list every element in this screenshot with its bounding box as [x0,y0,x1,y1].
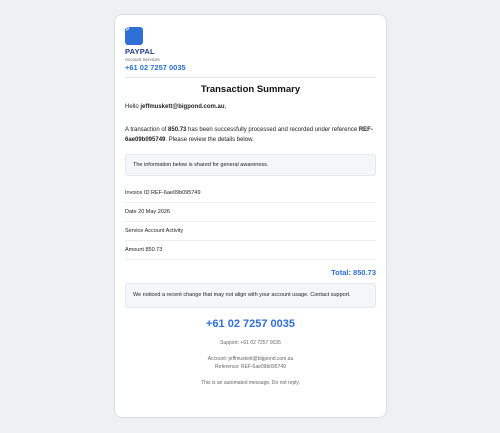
info-notice: The information below is shared for general awareness. [125,154,376,176]
body-text-3: . Please review the details below. [165,137,254,143]
logo-letter: P [126,27,130,33]
detail-row-service: Service Account Activity [125,222,376,241]
greeting-prefix: Hello [125,104,141,110]
footer-account: Account: jeffmuskett@bigpond.com.au [207,356,294,362]
email-card [114,14,387,418]
detail-row-invoice: Invoice ID REF-6ae09b095749 [125,184,376,203]
detail-row-date: Date 20 May 2026 [125,203,376,222]
body-reference: REF-6ae09b095749 [125,127,373,143]
footer-automated: This is an automated message. Do not reply. [201,380,300,386]
header-phone: +61 02 7257 0035 [125,63,186,72]
footer-support: Support: +61 02 7257 0035 [220,340,281,346]
warning-notice: We noticed a recent change that may not align with your account usage. Contact support. [125,283,376,308]
paypal-logo-icon [125,27,143,45]
support-phone-link[interactable]: +61 02 7257 0035 [205,318,295,330]
brand-subtitle: Account Services [125,57,160,62]
page-title: Transaction Summary [200,84,301,95]
brand-name: PAYPAL [125,47,155,56]
greeting [125,104,376,110]
total-amount: Total: 850.73 [331,268,376,277]
footer-reference: Reference: REF-6ae09b095749 [215,364,286,370]
transaction-paragraph [125,125,376,145]
detail-row-amount: Amount 850.73 [125,241,376,260]
divider [125,77,376,78]
body-text-2: has been successfully processed and recorded under reference [186,127,359,133]
greeting-suffix: , [224,104,227,110]
greeting-email: jeffmuskett@bigpond.com.au [140,104,225,110]
body-amount: 850.73 [168,127,187,133]
body-text-1: A transaction of [125,127,169,133]
details-list [125,184,376,260]
